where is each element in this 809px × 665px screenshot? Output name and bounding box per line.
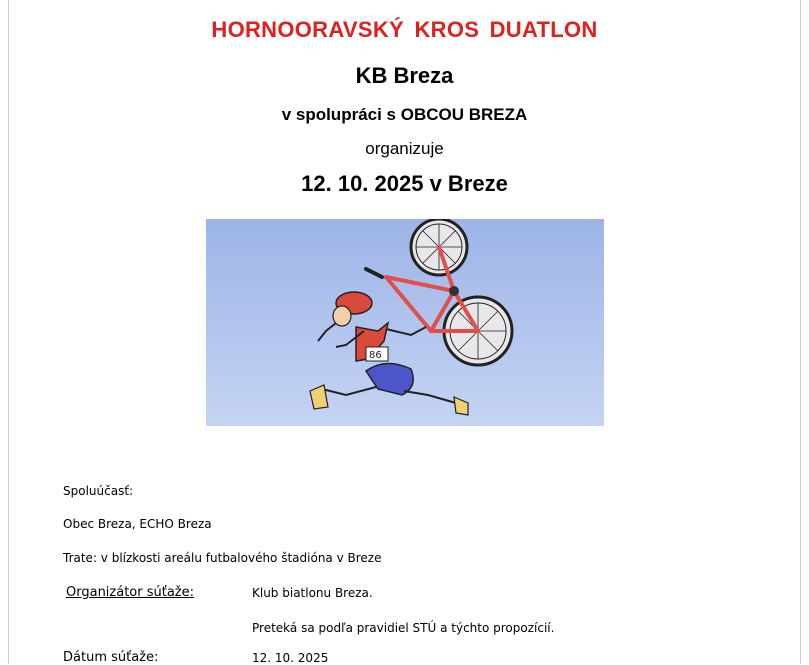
cyclist-running-with-bike-illustration: [206, 219, 604, 426]
bib-number: 86: [369, 350, 382, 361]
page-edge-right: [800, 0, 801, 664]
event-date-place: 12. 10. 2025 v Breze: [301, 171, 508, 196]
tracks-line: Trate: v blízkosti areálu futbalového štadióna v Breze: [63, 551, 382, 565]
crank-icon: [449, 286, 459, 296]
organizer-label: Organizátor súťaže:: [66, 585, 195, 600]
page-edge-left: [8, 0, 9, 664]
organizes-line: organizuje: [365, 139, 444, 158]
participation-label: Spoluúčasť:: [63, 484, 134, 498]
organizer-value: Klub biatlonu Breza.: [252, 586, 373, 600]
participation-value: Obec Breza, ECHO Breza: [63, 517, 212, 531]
cooperation-line: v spolupráci s OBCOU BREZA: [281, 105, 528, 124]
sky-background: [206, 219, 604, 426]
club-name: KB Breza: [355, 63, 454, 88]
event-title: HORNOORAVSKÝ KROS DUATLON: [211, 17, 598, 42]
rules-line: Preteká sa podľa pravidiel STÚ a týchto propozícií.: [252, 621, 555, 635]
date-value: 12. 10. 2025: [252, 651, 329, 665]
date-label: Dátum súťaže:: [63, 650, 159, 665]
